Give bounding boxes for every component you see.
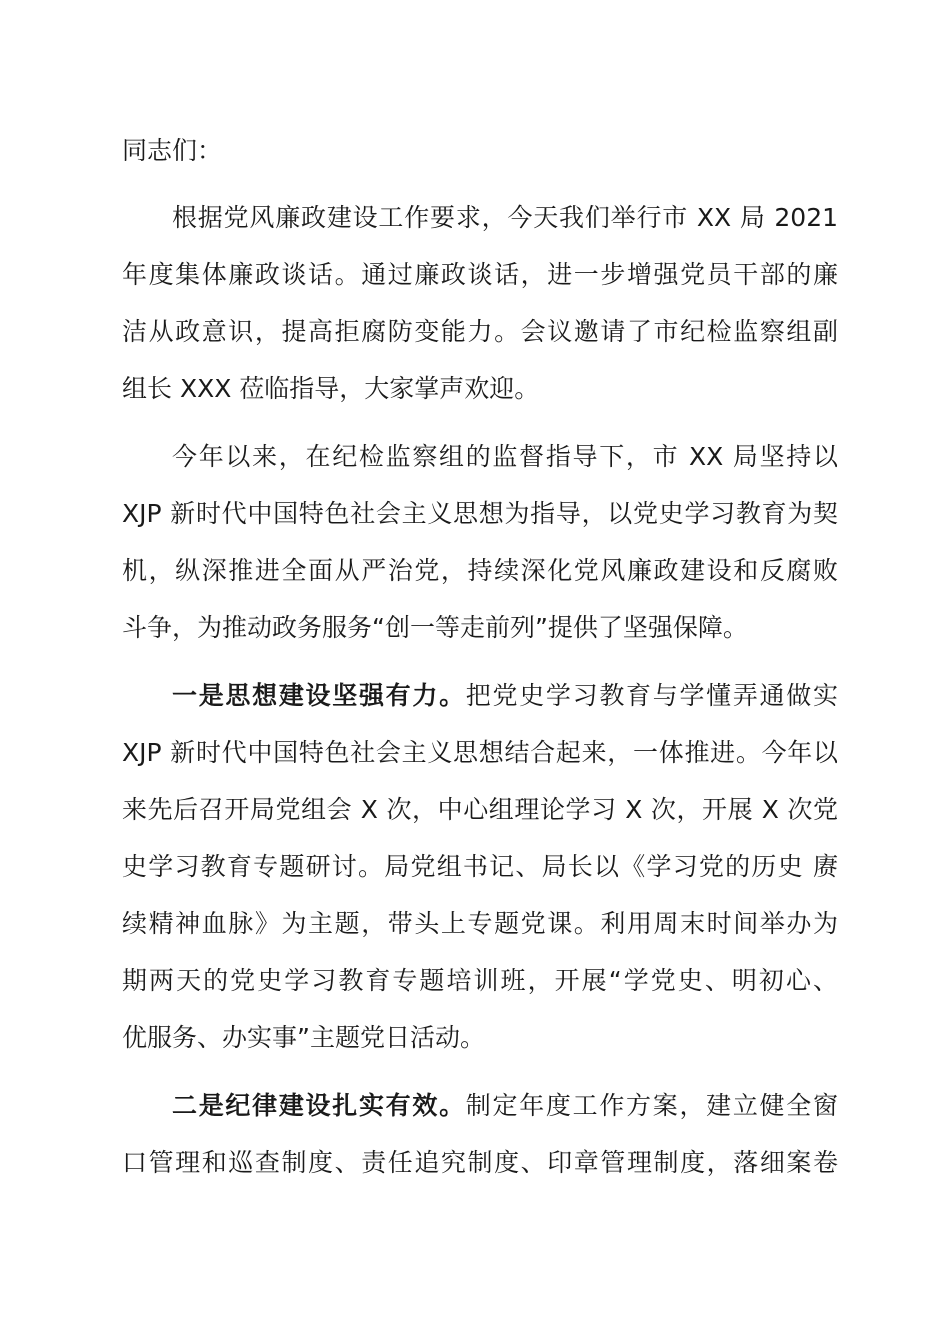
paragraph-2-line-1: 今年以来，在纪检监察组的监督指导下，市 XX 局坚持以 [172,442,838,471]
paragraph-4-line-1 [172,1089,838,1123]
paragraph-3-line-1 [172,679,838,713]
paragraph-1-line-1: 根据党风廉政建设工作要求，今天我们举行市 XX 局 2021 [172,203,838,232]
paragraph-2-line-2: XJP 新时代中国特色社会主义思想为指导，以党史学习教育为契 [122,499,838,528]
paragraph-4-line-2: 口管理和巡查制度、责任追究制度、印章管理制度，落细案卷 [122,1148,838,1177]
paragraph-3-line-4: 史学习教育专题研讨。局党组书记、局长以《学习党的历史 赓 [122,852,838,881]
paragraph-4-line-1-text: 制定年度工作方案，建立健全窗 [465,1091,838,1120]
paragraph-2-line-3: 机，纵深推进全面从严治党，持续深化党风廉政建设和反腐败 [122,556,838,585]
paragraph-3-line-1-text: 把党史学习教育与学懂弄通做实 [465,681,838,710]
paragraph-3-line-5: 续精神血脉》为主题，带头上专题党课。利用周末时间举办为 [122,909,838,938]
paragraph-3-line-3: 来先后召开局党组会 X 次，中心组理论学习 X 次，开展 X 次党 [122,795,838,824]
paragraph-3-line-6: 期两天的党史学习教育专题培训班，开展“学党史、明初心、 [122,966,838,995]
paragraph-3-heading: 一是思想建设坚强有力。 [172,681,466,710]
paragraph-3-line-2: XJP 新时代中国特色社会主义思想结合起来，一体推进。今年以 [122,738,838,767]
salutation: 同志们： [122,136,223,165]
paragraph-1-line-2: 年度集体廉政谈话。通过廉政谈话，进一步增强党员干部的廉 [122,260,838,289]
paragraph-1-line-3: 洁从政意识，提高拒腐防变能力。会议邀请了市纪检监察组副 [122,317,838,346]
paragraph-1-line-4: 组长 XXX 莅临指导，大家掌声欢迎。 [122,374,540,403]
paragraph-4-heading: 二是纪律建设扎实有效。 [172,1091,466,1120]
paragraph-2-line-4: 斗争，为推动政务服务“创一等走前列”提供了坚强保障。 [122,613,748,642]
paragraph-3-line-7: 优服务、办实事”主题党日活动。 [122,1023,485,1052]
